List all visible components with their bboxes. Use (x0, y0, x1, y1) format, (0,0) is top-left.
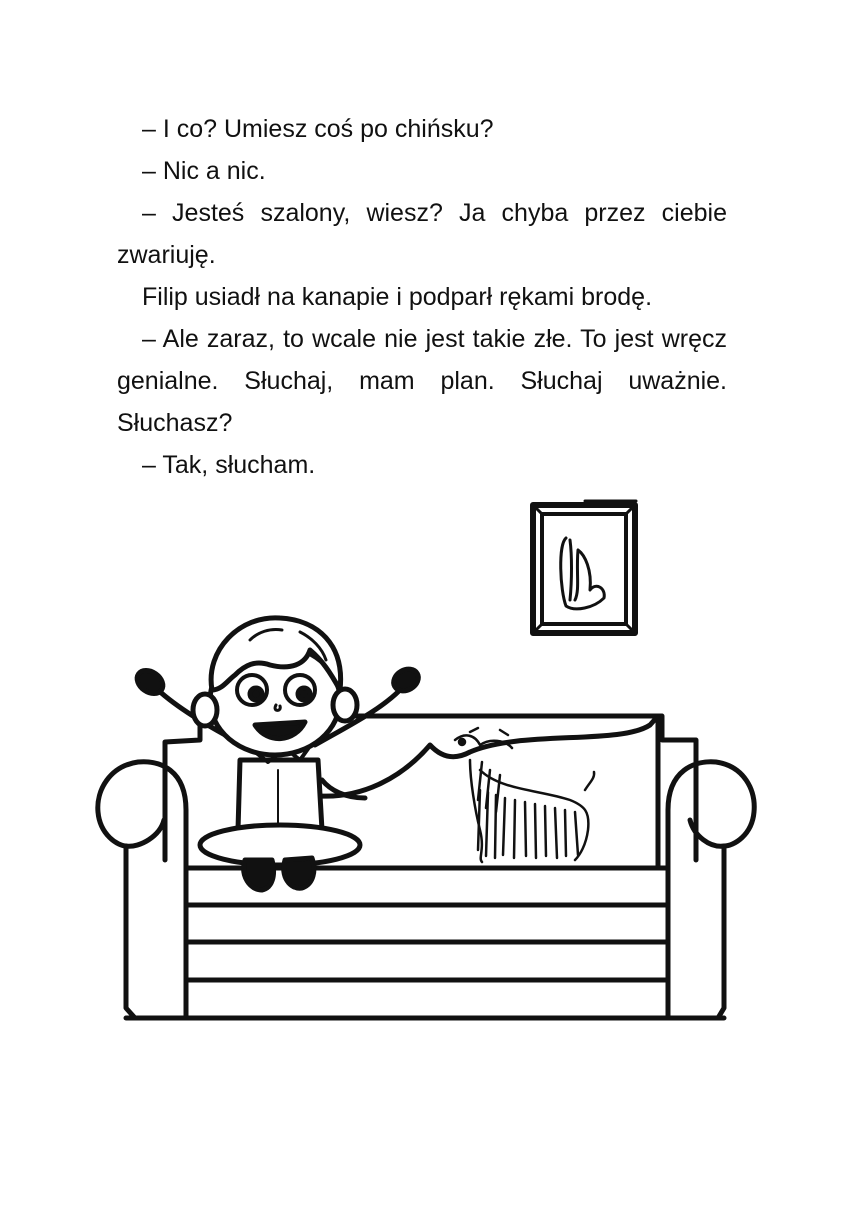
picture-frame (533, 501, 636, 633)
dialogue-line-2: – Nic a nic. (142, 157, 266, 185)
sofa-illustration (0, 490, 856, 1050)
dialogue-line-5: – Ale zaraz, to wcale nie jest takie złe. To jest wręcz genialne. Słuchaj, mam plan. Słuchaj uważnie. Słuchasz? (117, 325, 727, 437)
dialogue-line-1: – I co? Umiesz coś po chińsku? (142, 115, 494, 143)
sofa-base (126, 868, 724, 1018)
sofa-arm-right (668, 762, 754, 1018)
sofa-arm-left (98, 762, 186, 1018)
story-text (117, 108, 727, 486)
narration-line: Filip usiadł na kanapie i podparł rękami brodę. (142, 283, 653, 311)
boy-character (133, 618, 422, 890)
dialogue-line-3: – Jesteś szalony, wiesz? Ja chyba przez ciebie zwariuję. (117, 199, 727, 269)
dialogue-line-6: – Tak, słucham. (142, 451, 316, 479)
